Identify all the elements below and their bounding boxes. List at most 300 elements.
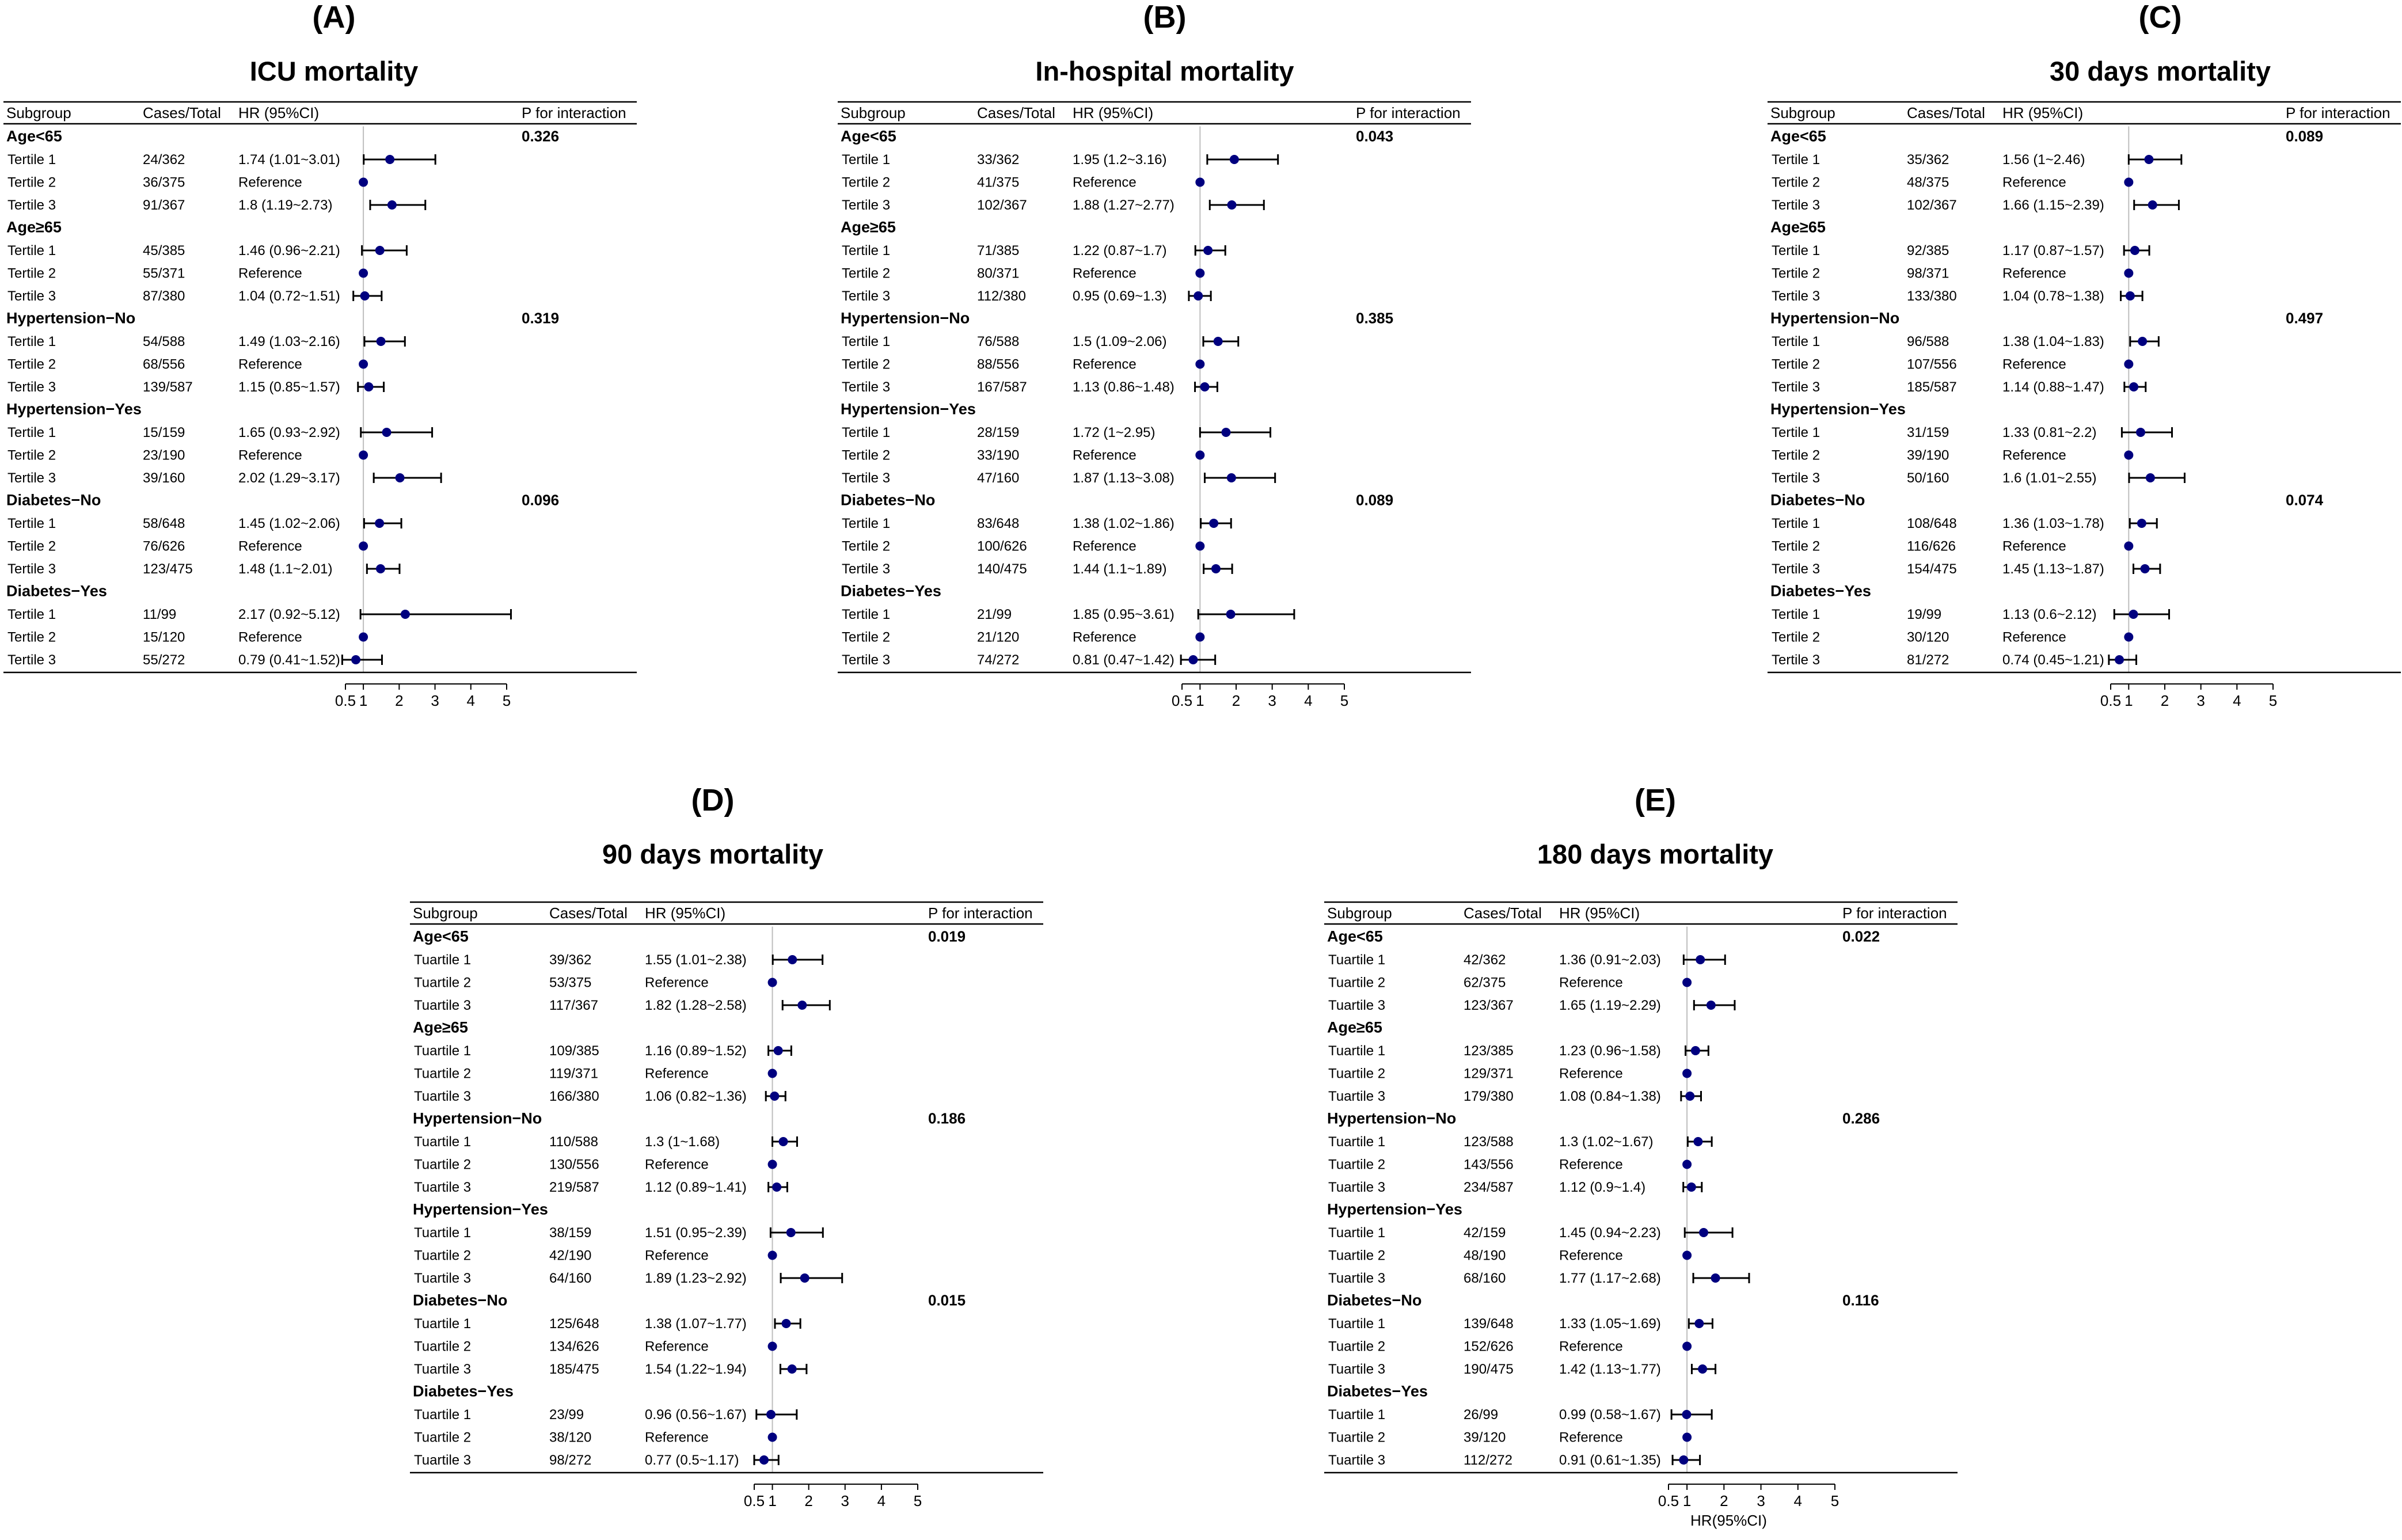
- row-label: Tertile 3: [1772, 379, 1820, 395]
- cases-total: 109/385: [549, 1043, 599, 1059]
- row-label: Tuartile 1: [414, 1316, 472, 1332]
- subgroup-heading: Age≥65: [1770, 218, 1826, 236]
- row-label: Tertile 3: [842, 379, 891, 395]
- row-label: Tertile 1: [1772, 152, 1820, 168]
- row-label: Tertile 3: [7, 470, 56, 486]
- row-label: Tuartile 3: [1328, 1180, 1386, 1195]
- hr-ci-text: Reference: [1559, 1429, 1623, 1446]
- hr-ci-text: 1.85 (0.95~3.61): [1073, 607, 1175, 622]
- hr-point: [382, 428, 392, 437]
- p-interaction-value: 0.319: [522, 309, 560, 327]
- hr-point: [1711, 1273, 1720, 1283]
- hr-ci-text: Reference: [2002, 174, 2066, 191]
- p-interaction-value: 0.022: [1842, 927, 1880, 945]
- hr-ci-text: 1.8 (1.19~2.73): [238, 197, 333, 213]
- cases-total: 139/648: [1464, 1316, 1514, 1332]
- x-tick-label: 2: [1720, 1492, 1728, 1509]
- x-tick-label: 1: [1682, 1492, 1692, 1509]
- hr-point: [772, 1182, 781, 1192]
- column-header-p-interaction: P for interaction: [1356, 104, 1461, 121]
- hr-point: [359, 269, 368, 278]
- cases-total: 76/626: [143, 538, 185, 554]
- hr-point: [1195, 451, 1204, 460]
- row-label: Tuartile 1: [414, 1134, 472, 1150]
- forest-panel-e: [1324, 783, 1958, 1529]
- p-interaction-value: 0.096: [522, 491, 560, 509]
- cases-total: 35/362: [1907, 152, 1949, 168]
- hr-ci-text: 1.72 (1~2.95): [1073, 425, 1156, 440]
- column-header-hr: HR (95%CI): [1559, 904, 1640, 922]
- hr-ci-text: Reference: [645, 1248, 709, 1264]
- hr-point: [359, 542, 368, 551]
- cases-total: 62/375: [1464, 975, 1506, 991]
- row-label: Tertile 2: [7, 174, 56, 191]
- row-label: Tuartile 2: [1328, 1248, 1386, 1264]
- subgroup-heading: Age≥65: [413, 1018, 468, 1036]
- column-header-subgroup: Subgroup: [1770, 104, 1835, 121]
- row-label: Tuartile 3: [414, 1089, 472, 1104]
- hr-point: [768, 978, 777, 987]
- cases-total: 23/99: [549, 1407, 584, 1423]
- row-label: Tertile 3: [1772, 197, 1820, 213]
- row-label: Tertile 1: [842, 334, 891, 349]
- hr-ci-text: 1.22 (0.87~1.7): [1073, 243, 1167, 258]
- p-interaction-value: 0.326: [522, 127, 560, 145]
- hr-ci-text: 1.45 (0.94~2.23): [1559, 1225, 1661, 1241]
- x-tick-label: 3: [2196, 692, 2205, 709]
- cases-total: 185/587: [1907, 379, 1957, 395]
- cases-total: 167/587: [977, 379, 1027, 395]
- cases-total: 36/375: [143, 174, 185, 191]
- row-label: Tertile 1: [1772, 243, 1820, 258]
- x-axis-title: HR(95%CI): [1690, 1512, 1767, 1529]
- cases-total: 31/159: [1907, 425, 1949, 440]
- row-label: Tuartile 1: [1328, 952, 1386, 968]
- x-tick-label: 4: [877, 1492, 886, 1509]
- row-label: Tertile 3: [842, 470, 891, 486]
- cases-total: 41/375: [977, 174, 1020, 191]
- column-header-subgroup: Subgroup: [413, 904, 478, 922]
- hr-ci-text: 1.33 (0.81~2.2): [2002, 425, 2097, 440]
- x-tick-label: 3: [841, 1492, 850, 1509]
- cases-total: 50/160: [1907, 470, 1949, 486]
- hr-point: [1195, 633, 1204, 642]
- cases-total: 15/120: [143, 629, 185, 645]
- row-label: Tuartile 2: [414, 1248, 472, 1264]
- hr-ci-text: 1.06 (0.82~1.36): [645, 1089, 747, 1104]
- cases-total: 33/190: [977, 447, 1020, 463]
- hr-point: [401, 610, 410, 619]
- row-label: Tuartile 1: [414, 952, 472, 968]
- hr-point: [377, 337, 386, 346]
- hr-point: [1682, 1410, 1691, 1419]
- x-tick-label: 4: [466, 692, 476, 709]
- cases-total: 47/160: [977, 470, 1020, 486]
- hr-point: [1226, 610, 1236, 619]
- row-label: Tuartile 3: [1328, 1362, 1386, 1377]
- row-label: Tertile 2: [842, 265, 891, 282]
- hr-point: [396, 473, 405, 482]
- hr-ci-text: 1.51 (0.95~2.39): [645, 1225, 747, 1241]
- p-interaction-value: 0.385: [1356, 309, 1394, 327]
- cases-total: 185/475: [549, 1362, 599, 1377]
- hr-point: [1194, 291, 1203, 301]
- hr-ci-text: 1.65 (1.19~2.29): [1559, 998, 1661, 1013]
- x-tick-label: 3: [1757, 1492, 1765, 1509]
- row-label: Tertile 1: [7, 334, 56, 349]
- hr-ci-text: 1.3 (1~1.68): [645, 1134, 720, 1150]
- hr-point: [364, 382, 373, 391]
- column-header-p-interaction: P for interaction: [522, 104, 626, 121]
- hr-point: [2130, 246, 2139, 255]
- row-label: Tertile 1: [7, 516, 56, 531]
- cases-total: 234/587: [1464, 1180, 1514, 1195]
- x-tick-label: 0.5: [2100, 692, 2122, 709]
- row-label: Tertile 1: [7, 425, 56, 440]
- row-label: Tertile 2: [7, 265, 56, 282]
- hr-point: [1679, 1455, 1688, 1465]
- column-header-hr: HR (95%CI): [2002, 104, 2084, 121]
- forest-panel-d: [410, 783, 1043, 1509]
- column-header-cases: Cases/Total: [1907, 104, 1985, 121]
- subgroup-heading: Diabetes−Yes: [1327, 1382, 1428, 1400]
- row-label: Tuartile 1: [1328, 1043, 1386, 1059]
- row-label: Tertile 2: [7, 356, 56, 372]
- hr-ci-text: 1.56 (1~2.46): [2002, 152, 2085, 168]
- row-label: Tertile 2: [1772, 629, 1820, 645]
- hr-point: [359, 360, 368, 369]
- hr-ci-text: 1.16 (0.89~1.52): [645, 1043, 747, 1059]
- hr-ci-text: 1.38 (1.04~1.83): [2002, 334, 2104, 349]
- column-header-subgroup: Subgroup: [841, 104, 906, 121]
- subgroup-heading: Diabetes−Yes: [6, 582, 107, 600]
- row-label: Tuartile 1: [1328, 1316, 1386, 1332]
- subgroup-heading: Hypertension−Yes: [413, 1200, 548, 1218]
- row-label: Tuartile 1: [414, 1225, 472, 1241]
- hr-ci-text: 1.45 (1.13~1.87): [2002, 561, 2104, 577]
- x-tick-label: 0.5: [1658, 1492, 1679, 1509]
- hr-ci-text: 1.38 (1.02~1.86): [1073, 516, 1175, 531]
- hr-point: [766, 1410, 776, 1419]
- cases-total: 21/120: [977, 629, 1020, 645]
- column-header-p-interaction: P for interaction: [928, 904, 1033, 922]
- hr-ci-text: Reference: [2002, 447, 2066, 463]
- hr-point: [1699, 1228, 1708, 1237]
- cases-total: 117/367: [549, 998, 598, 1013]
- subgroup-heading: Hypertension−No: [1327, 1109, 1457, 1127]
- hr-ci-text: 1.04 (0.78~1.38): [2002, 288, 2104, 304]
- row-label: Tertile 2: [1772, 265, 1820, 282]
- subgroup-heading: Diabetes−No: [841, 491, 936, 509]
- hr-point: [1691, 1046, 1700, 1055]
- p-interaction-value: 0.497: [2286, 309, 2324, 327]
- column-header-cases: Cases/Total: [143, 104, 221, 121]
- hr-ci-text: 1.17 (0.87~1.57): [2002, 243, 2104, 258]
- hr-point: [359, 633, 368, 642]
- hr-point: [2146, 473, 2155, 482]
- hr-ci-text: Reference: [1073, 447, 1137, 463]
- hr-point: [1211, 564, 1221, 573]
- hr-point: [759, 1455, 769, 1465]
- p-interaction-value: 0.043: [1356, 127, 1394, 145]
- hr-point: [1698, 1364, 1707, 1374]
- hr-point: [1221, 428, 1230, 437]
- hr-ci-text: Reference: [238, 447, 302, 463]
- hr-ci-text: 1.45 (1.02~2.06): [238, 516, 340, 531]
- hr-point: [2129, 610, 2138, 619]
- p-interaction-value: 0.019: [928, 927, 966, 945]
- subgroup-heading: Diabetes−No: [1327, 1291, 1422, 1309]
- subgroup-heading: Hypertension−Yes: [1770, 400, 1906, 418]
- subgroup-heading: Diabetes−No: [413, 1291, 508, 1309]
- hr-ci-text: 0.74 (0.45~1.21): [2002, 652, 2104, 668]
- cases-total: 24/362: [143, 152, 185, 168]
- cases-total: 33/362: [977, 152, 1020, 168]
- x-tick-label: 4: [1304, 692, 1313, 709]
- cases-total: 130/556: [549, 1157, 599, 1173]
- row-label: Tuartile 3: [1328, 998, 1386, 1013]
- row-label: Tuartile 2: [1328, 1066, 1386, 1082]
- hr-ci-text: 1.87 (1.13~3.08): [1073, 470, 1175, 486]
- hr-point: [774, 1046, 783, 1055]
- row-label: Tertile 3: [7, 379, 56, 395]
- row-label: Tertile 1: [1772, 516, 1820, 531]
- cases-total: 83/648: [977, 516, 1020, 531]
- panel-title: 30 days mortality: [2049, 56, 2271, 86]
- hr-point: [1200, 382, 1209, 391]
- hr-point: [375, 519, 384, 528]
- cases-total: 42/159: [1464, 1225, 1506, 1241]
- p-interaction-value: 0.074: [2286, 491, 2324, 509]
- hr-point: [2138, 337, 2147, 346]
- hr-ci-text: 1.88 (1.27~2.77): [1073, 197, 1175, 213]
- hr-ci-text: 1.6 (1.01~2.55): [2002, 470, 2097, 486]
- row-label: Tuartile 3: [414, 1180, 472, 1195]
- hr-point: [1188, 655, 1198, 664]
- panel-title: ICU mortality: [249, 56, 419, 86]
- x-tick-label: 0.5: [335, 692, 356, 709]
- row-label: Tertile 2: [1772, 356, 1820, 372]
- hr-point: [800, 1273, 809, 1283]
- cases-total: 23/190: [143, 447, 185, 463]
- cases-total: 102/367: [1907, 197, 1957, 213]
- cases-total: 102/367: [977, 197, 1027, 213]
- row-label: Tertile 2: [842, 356, 891, 372]
- column-header-hr: HR (95%CI): [645, 904, 726, 922]
- cases-total: 112/272: [1464, 1452, 1512, 1468]
- column-header-subgroup: Subgroup: [1327, 904, 1392, 922]
- hr-ci-text: 1.44 (1.1~1.89): [1073, 561, 1167, 577]
- column-header-hr: HR (95%CI): [1073, 104, 1154, 121]
- row-label: Tertile 1: [1772, 425, 1820, 440]
- row-label: Tertile 2: [842, 629, 891, 645]
- subgroup-heading: Hypertension−Yes: [1327, 1200, 1462, 1218]
- row-label: Tuartile 3: [1328, 1271, 1386, 1286]
- subgroup-heading: Age<65: [6, 127, 62, 145]
- cases-total: 190/475: [1464, 1362, 1514, 1377]
- panel-title: 180 days mortality: [1537, 839, 1774, 869]
- row-label: Tertile 2: [1772, 174, 1820, 191]
- cases-total: 42/190: [549, 1248, 592, 1264]
- hr-point: [2115, 655, 2124, 664]
- p-interaction-value: 0.186: [928, 1109, 966, 1127]
- row-label: Tertile 1: [842, 607, 891, 622]
- panel-title: In-hospital mortality: [1035, 56, 1294, 86]
- hr-point: [1227, 473, 1236, 482]
- row-label: Tertile 3: [1772, 561, 1820, 577]
- subgroup-heading: Age≥65: [6, 218, 62, 236]
- row-label: Tertile 1: [1772, 334, 1820, 349]
- panel-letter: (C): [2138, 0, 2182, 35]
- hr-ci-text: 1.42 (1.13~1.77): [1559, 1362, 1661, 1377]
- subgroup-heading: Diabetes−Yes: [413, 1382, 514, 1400]
- hr-point: [1195, 178, 1204, 187]
- cases-total: 68/160: [1464, 1271, 1506, 1286]
- cases-total: 39/120: [1464, 1429, 1506, 1446]
- subgroup-heading: Age<65: [841, 127, 896, 145]
- hr-point: [1682, 1433, 1692, 1442]
- cases-total: 39/362: [549, 952, 592, 968]
- cases-total: 107/556: [1907, 356, 1957, 372]
- cases-total: 100/626: [977, 538, 1027, 554]
- hr-ci-text: 1.12 (0.9~1.4): [1559, 1180, 1646, 1195]
- cases-total: 80/371: [977, 265, 1020, 282]
- row-label: Tuartile 3: [1328, 1089, 1386, 1104]
- hr-ci-text: 1.77 (1.17~2.68): [1559, 1271, 1661, 1286]
- x-tick-label: 2: [804, 1492, 813, 1509]
- hr-ci-text: 1.23 (0.96~1.58): [1559, 1043, 1661, 1059]
- x-tick-label: 0.5: [1171, 692, 1193, 709]
- row-label: Tertile 1: [7, 243, 56, 258]
- hr-point: [2124, 451, 2133, 460]
- hr-ci-text: 0.91 (0.61~1.35): [1559, 1452, 1661, 1468]
- hr-ci-text: 1.95 (1.2~3.16): [1073, 152, 1167, 168]
- hr-point: [770, 1092, 779, 1101]
- hr-ci-text: 0.77 (0.5~1.17): [645, 1452, 739, 1468]
- row-label: Tertile 3: [842, 288, 891, 304]
- forest-panel-b: [838, 0, 1471, 709]
- hr-point: [1682, 978, 1692, 987]
- hr-ci-text: Reference: [1073, 356, 1137, 372]
- p-interaction-value: 0.286: [1842, 1109, 1880, 1127]
- hr-ci-text: Reference: [645, 1339, 709, 1355]
- hr-point: [778, 1137, 788, 1146]
- cases-total: 91/367: [143, 197, 185, 213]
- hr-ci-text: Reference: [2002, 538, 2066, 554]
- hr-point: [351, 655, 360, 664]
- cases-total: 108/648: [1907, 516, 1957, 531]
- cases-total: 110/588: [549, 1134, 598, 1150]
- hr-ci-text: 2.17 (0.92~5.12): [238, 607, 340, 622]
- row-label: Tuartile 1: [1328, 1225, 1386, 1241]
- row-label: Tertile 1: [842, 243, 891, 258]
- row-label: Tuartile 1: [1328, 1407, 1386, 1423]
- cases-total: 133/380: [1907, 288, 1957, 304]
- p-interaction-value: 0.116: [1842, 1291, 1879, 1309]
- hr-point: [1694, 1319, 1704, 1328]
- hr-ci-text: Reference: [1073, 538, 1137, 554]
- hr-point: [2124, 360, 2133, 369]
- hr-ci-text: Reference: [1073, 629, 1137, 645]
- column-header-hr: HR (95%CI): [238, 104, 320, 121]
- hr-ci-text: Reference: [1559, 1339, 1623, 1355]
- x-tick-label: 1: [2124, 692, 2133, 709]
- x-tick-label: 5: [1340, 692, 1349, 709]
- column-header-p-interaction: P for interaction: [1842, 904, 1947, 922]
- hr-ci-text: 1.66 (1.15~2.39): [2002, 197, 2104, 213]
- hr-ci-text: Reference: [1559, 1157, 1623, 1173]
- cases-total: 71/385: [977, 243, 1020, 258]
- hr-point: [1195, 269, 1204, 278]
- hr-ci-text: 1.55 (1.01~2.38): [645, 952, 747, 968]
- subgroup-heading: Diabetes−Yes: [1770, 582, 1871, 600]
- cases-total: 139/587: [143, 379, 193, 395]
- hr-point: [768, 1433, 777, 1442]
- cases-total: 112/380: [977, 288, 1026, 304]
- row-label: Tuartile 2: [414, 1339, 472, 1355]
- p-interaction-value: 0.089: [1356, 491, 1394, 509]
- forest-panel-c: [1768, 0, 2401, 709]
- hr-ci-text: Reference: [1559, 975, 1623, 991]
- row-label: Tuartile 2: [1328, 975, 1386, 991]
- hr-ci-text: 1.13 (0.6~2.12): [2002, 607, 2097, 622]
- hr-point: [1682, 1160, 1692, 1169]
- hr-point: [359, 178, 368, 187]
- cases-total: 140/475: [977, 561, 1027, 577]
- row-label: Tertile 3: [1772, 288, 1820, 304]
- hr-point: [1203, 246, 1213, 255]
- hr-point: [1685, 1092, 1694, 1101]
- hr-point: [2126, 291, 2135, 301]
- row-label: Tertile 2: [1772, 447, 1820, 463]
- cases-total: 125/648: [549, 1316, 599, 1332]
- row-label: Tertile 2: [842, 447, 891, 463]
- hr-ci-text: 1.12 (0.89~1.41): [645, 1180, 747, 1195]
- hr-point: [375, 246, 385, 255]
- hr-point: [359, 451, 368, 460]
- p-interaction-value: 0.015: [928, 1291, 966, 1309]
- row-label: Tertile 2: [1772, 538, 1820, 554]
- row-label: Tuartile 2: [1328, 1157, 1386, 1173]
- hr-point: [1707, 1001, 1716, 1010]
- hr-ci-text: 1.33 (1.05~1.69): [1559, 1316, 1661, 1332]
- cases-total: 38/159: [549, 1225, 592, 1241]
- hr-point: [385, 155, 394, 164]
- hr-ci-text: 1.38 (1.07~1.77): [645, 1316, 747, 1332]
- hr-ci-text: Reference: [1073, 174, 1137, 191]
- cases-total: 152/626: [1464, 1339, 1514, 1355]
- cases-total: 92/385: [1907, 243, 1949, 258]
- x-tick-label: 5: [2268, 692, 2278, 709]
- row-label: Tuartile 3: [1328, 1452, 1386, 1468]
- column-header-cases: Cases/Total: [549, 904, 628, 922]
- row-label: Tertile 3: [7, 561, 56, 577]
- cases-total: 98/371: [1907, 265, 1949, 282]
- row-label: Tuartile 1: [414, 1407, 472, 1423]
- subgroup-heading: Hypertension−No: [1770, 309, 1900, 327]
- cases-total: 154/475: [1907, 561, 1957, 577]
- hr-point: [2137, 519, 2146, 528]
- hr-ci-text: 1.5 (1.09~2.06): [1073, 334, 1167, 349]
- panel-letter: (B): [1143, 0, 1187, 35]
- x-tick-label: 2: [2160, 692, 2169, 709]
- hr-ci-text: Reference: [2002, 629, 2066, 645]
- hr-point: [788, 1364, 797, 1374]
- row-label: Tuartile 2: [414, 975, 472, 991]
- panel-letter: (A): [312, 0, 356, 35]
- x-tick-label: 5: [913, 1492, 922, 1509]
- cases-total: 58/648: [143, 516, 185, 531]
